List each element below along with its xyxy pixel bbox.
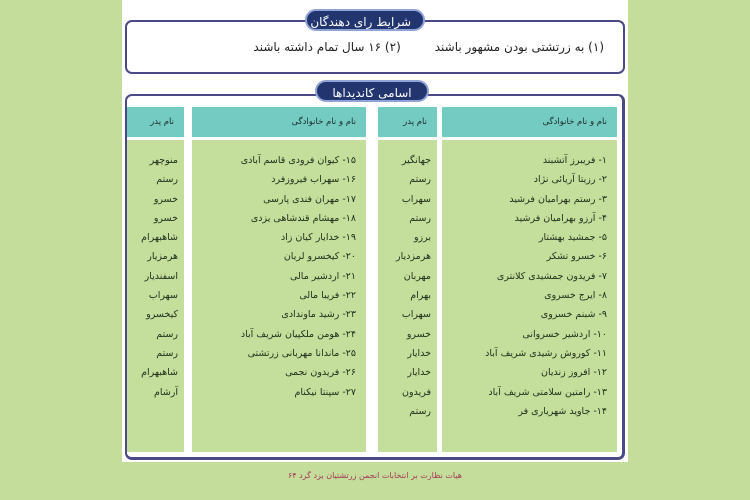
candidate-name: ۲۳- رشید ماوندادی: [281, 309, 356, 321]
father-name: خسرو: [153, 193, 178, 205]
father-name: رستم: [156, 347, 178, 359]
candidate-name: ۲۶- فریدون نجمی: [285, 367, 356, 379]
condition-item: (۱) به زرتشتی بودن مشهور باشند: [434, 40, 604, 54]
header-name-right: نام و نام خانوادگی: [442, 107, 617, 137]
candidate-name: ۱۱- کوروش رشیدی شریف آباد: [485, 347, 607, 359]
father-name: سهراب: [401, 193, 431, 205]
document-card: [122, 0, 628, 480]
candidate-name: ۲۷- سپنتا نیکنام: [294, 386, 356, 398]
candidate-name: ۱۳- رامتین سلامتی شریف آباد: [488, 386, 607, 398]
candidate-name: ۱۲- افروز زندیان: [540, 367, 607, 379]
father-name: منوچهر: [149, 155, 178, 166]
father-name: اسفندیار: [144, 270, 178, 282]
right-fathers-column: [378, 140, 437, 452]
candidate-name: ۸- ایرج خسروی: [544, 290, 607, 302]
candidate-name: ۶- خسرو تشکر: [546, 251, 607, 263]
conditions-title: شرایط رای دهندگان: [305, 9, 425, 31]
candidate-name: ۲- رزیتا آریائی نژاد: [533, 174, 607, 186]
father-name: رستم: [409, 405, 431, 417]
father-name: سهراب: [401, 309, 431, 321]
father-name: خسرو: [153, 212, 178, 224]
condition-item: (۲) ۱۶ سال تمام داشته باشند: [253, 40, 401, 54]
candidate-name: ۱۹- خدایار کیان زاد: [280, 232, 356, 244]
candidate-name: ۲۲- فریبا مالی: [299, 290, 356, 302]
father-name: جهانگیر: [401, 155, 431, 166]
father-name: شاهبهرام: [141, 367, 178, 379]
candidate-name: ۱- فریبرز آتشبند: [542, 155, 607, 166]
father-name: مهربان: [403, 270, 431, 282]
conditions-list: [134, 40, 604, 60]
candidate-name: ۱۷- مهران فندی پارسی: [263, 193, 356, 205]
candidate-name: ۷- فریدون جمشیدی کلانتری: [496, 270, 607, 282]
candidate-name: ۲۰- کیخسرو لریان: [283, 251, 356, 263]
father-name: رستم: [156, 174, 178, 186]
candidate-name: ۱۴- جاوید شهریاری فر: [518, 405, 607, 417]
father-name: سهراب: [148, 290, 178, 302]
father-name: بهرام: [410, 290, 431, 302]
father-name: هرمزدیار: [396, 251, 431, 263]
candidate-name: ۱۸- مهشام قندشاهی یزدی: [250, 212, 356, 224]
candidate-name: ۲۴- هومن ملکپیان شریف آباد: [240, 328, 356, 340]
left-fathers-column: [127, 140, 184, 452]
candidate-name: ۵- جمشید بهشتار: [538, 232, 607, 244]
father-name: فریدون: [402, 386, 431, 398]
father-name: رستم: [409, 174, 431, 186]
father-name: خدایار: [407, 347, 431, 359]
candidate-name: ۱۰- اردشیر خسروانی: [522, 328, 607, 340]
father-name: شاهبهرام: [141, 232, 178, 244]
candidate-name: ۱۶- سهراب فیروزفرد: [271, 174, 356, 186]
footer-note: هیات نظارت بر انتخابات انجمن زرتشتیان یزد گرد ۶۴: [287, 471, 462, 480]
father-name: کیخسرو: [146, 309, 178, 321]
header-father-right: نام پدر: [378, 107, 437, 137]
father-name: خسرو: [406, 328, 431, 340]
candidate-name: ۱۵- کیوان فرودی قاسم آبادی: [240, 155, 356, 166]
header-father-left: نام پدر: [127, 107, 184, 137]
father-name: برزو: [413, 232, 431, 244]
candidate-name: ۹- شبنم خسروی: [540, 309, 607, 321]
candidate-name: ۳- رستم بهرامیان فرشید: [509, 193, 607, 205]
father-name: خدایار: [407, 367, 431, 379]
father-name: رستم: [156, 328, 178, 340]
father-name: آرشام: [154, 386, 178, 398]
father-name: رستم: [409, 212, 431, 224]
candidates-title: اسامی کاندیداها: [315, 80, 429, 102]
candidate-name: ۲۱- اردشیر مالی: [289, 270, 356, 282]
header-name-left: نام و نام خانوادگی: [192, 107, 366, 137]
candidate-name: ۴- آرزو بهرامیان فرشید: [514, 212, 607, 224]
father-name: هرمزیار: [147, 251, 178, 263]
candidate-name: ۲۵- ماندانا مهربانی زرتشتی: [247, 347, 356, 359]
left-names-column: [192, 140, 366, 452]
right-names-column: [442, 140, 617, 452]
